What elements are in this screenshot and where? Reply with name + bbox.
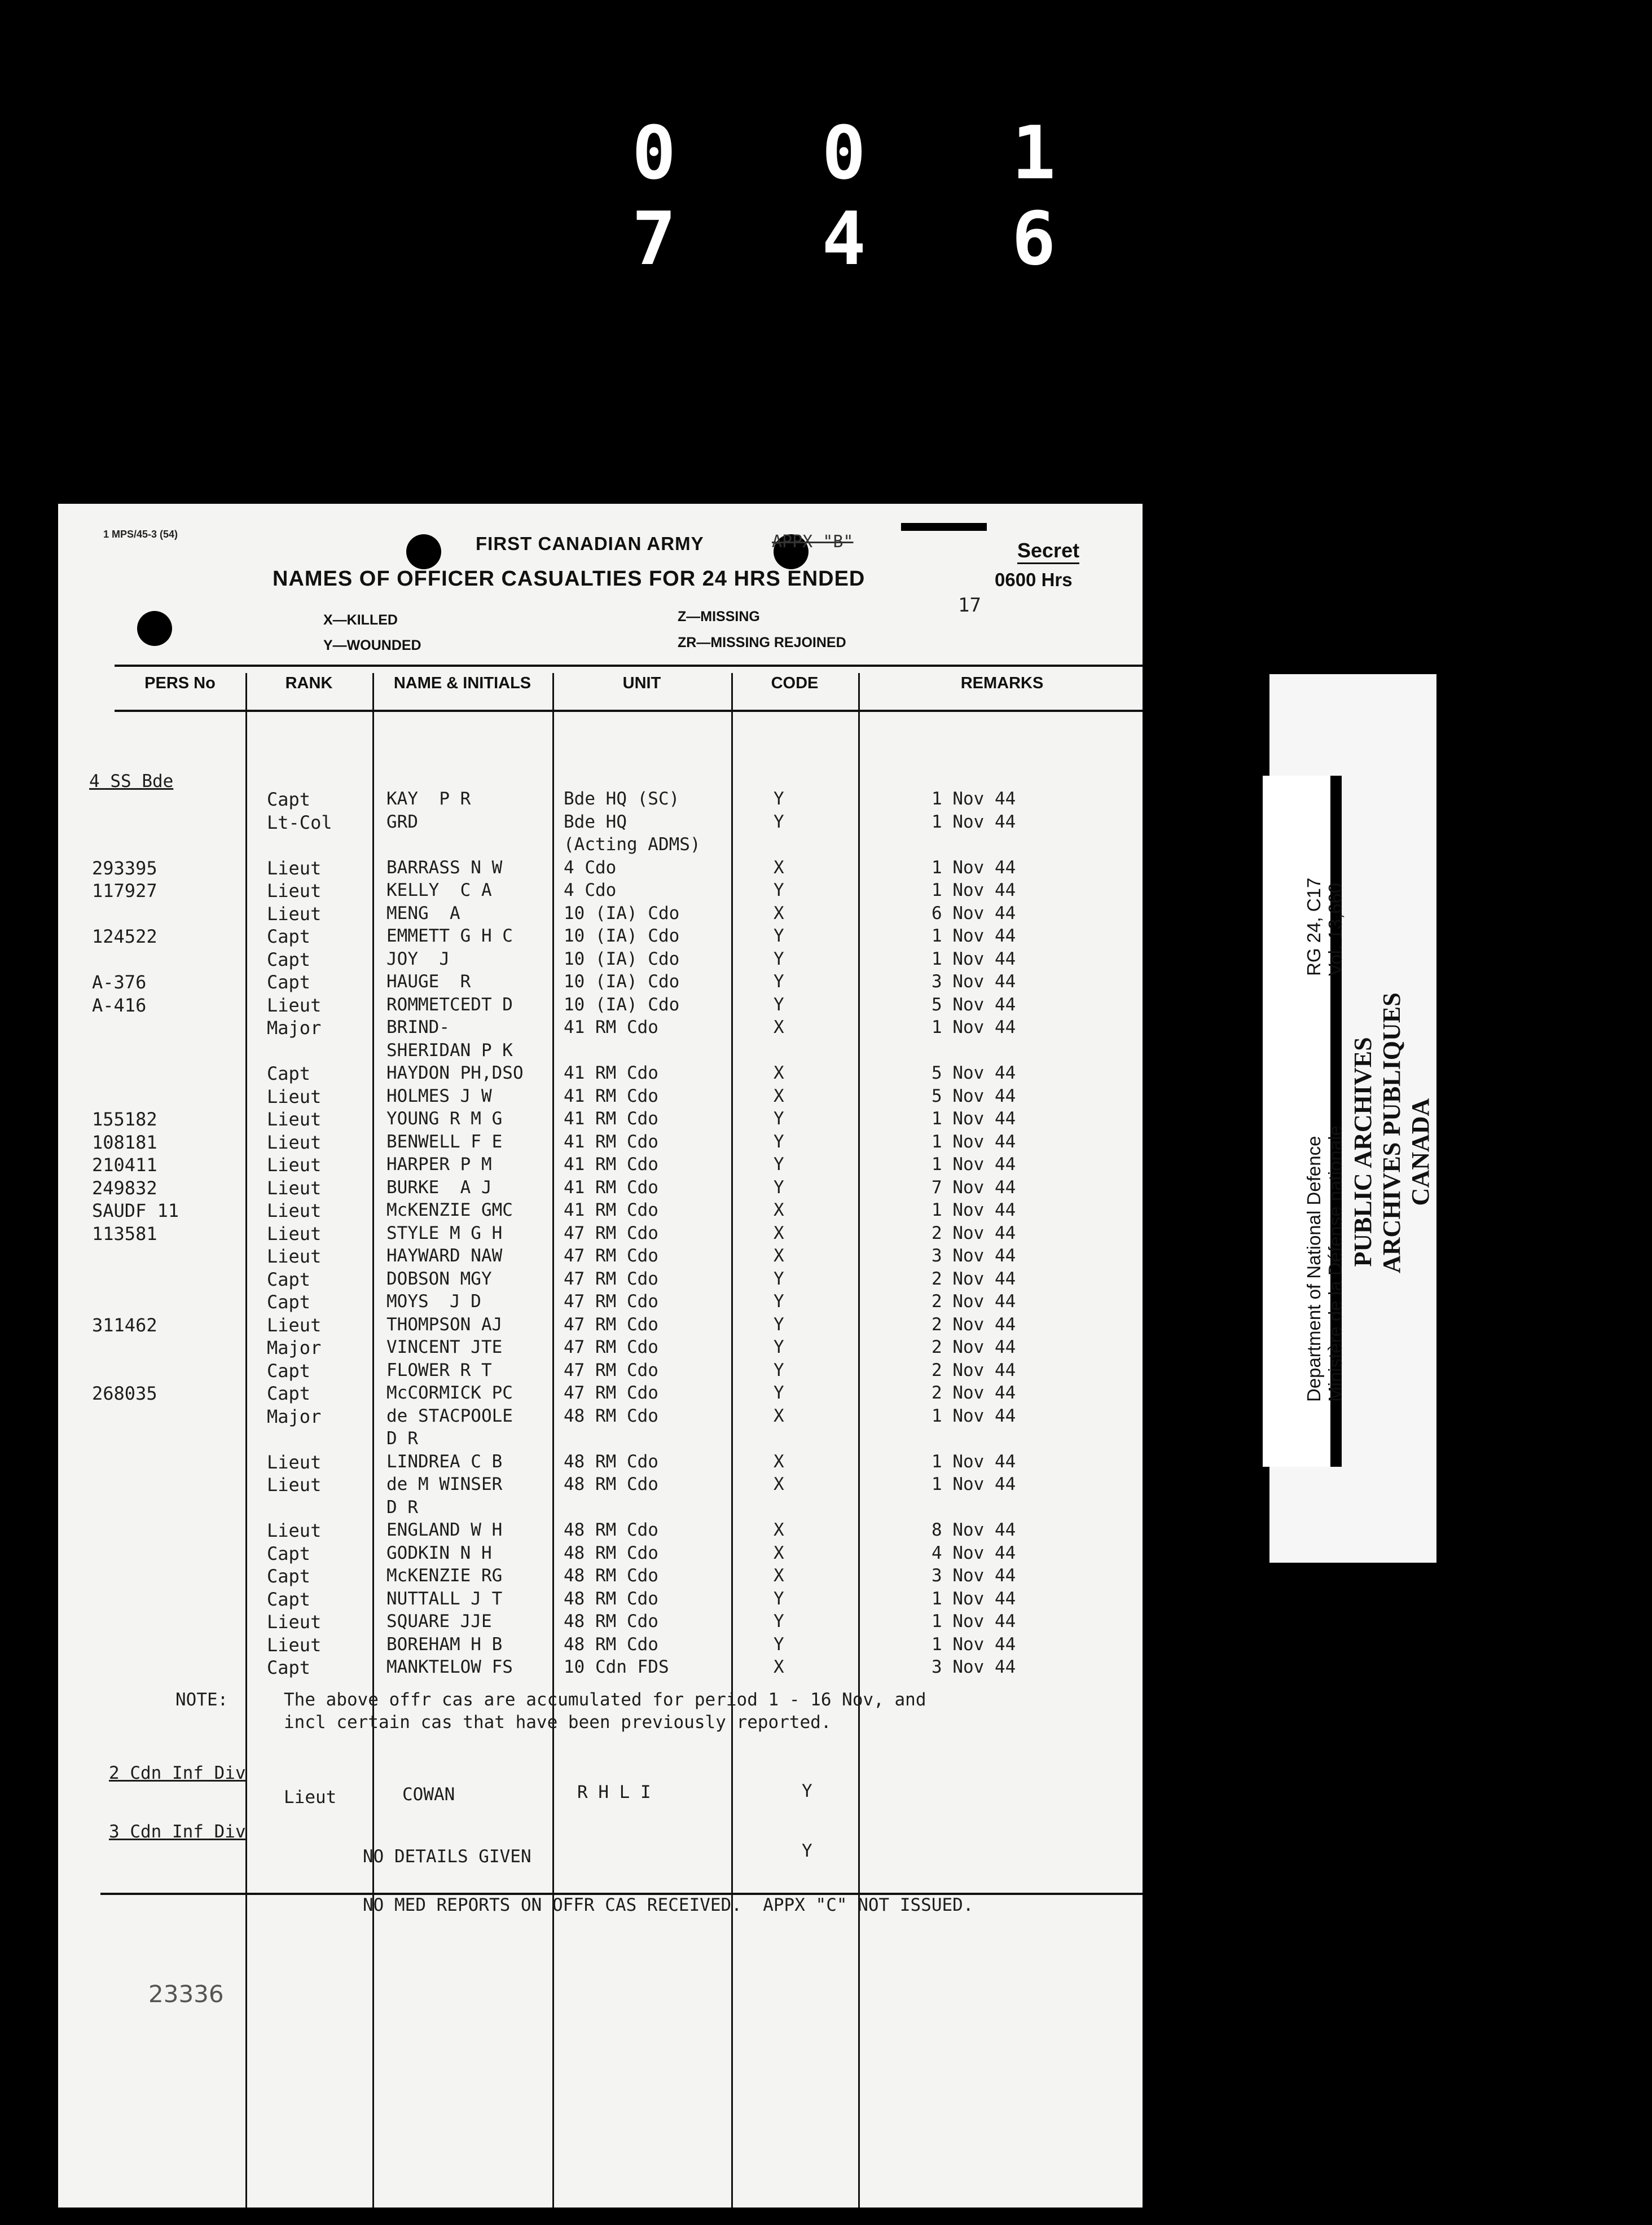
cell-pers-no: 249832 [92, 1177, 157, 1199]
cell-remarks: 5 Nov 44 [932, 1063, 1016, 1083]
cell-pers-no: 311462 [92, 1314, 157, 1336]
cell-code: X [774, 857, 784, 878]
cell-name-initials: VINCENT JTE [386, 1337, 503, 1357]
cell-name-initials: de M WINSER [386, 1474, 503, 1494]
cell-rank: Lieut [267, 1634, 322, 1656]
classification: Secret [1017, 539, 1079, 564]
footer-note: NO MED REPORTS ON OFFR CAS RECEIVED. APPX "C" NOT ISSUED. [363, 1895, 974, 1915]
frame-number-stamp: 0 0 1 7 4 6 [632, 110, 1107, 282]
cell-unit: 41 RM Cdo [564, 1063, 658, 1083]
cell-unit: 47 RM Cdo [564, 1314, 658, 1335]
cell-remarks: 2 Nov 44 [932, 1383, 1016, 1403]
cell-unit: 10 (IA) Cdo [564, 903, 680, 924]
cell-remarks: 2 Nov 44 [932, 1314, 1016, 1335]
cell-code: Y [774, 1154, 784, 1175]
cell-rank: Major [267, 1405, 322, 1427]
cell-name-initials: MOYS J D [386, 1291, 481, 1312]
cell-name-initials: D R [386, 1497, 418, 1518]
cell-rank: Lieut [267, 857, 322, 879]
punch-hole [406, 534, 441, 569]
cell-remarks: 1 Nov 44 [932, 1474, 1016, 1494]
archive-volume: Vol. 13,660 [1325, 882, 1346, 976]
cell-unit: 48 RM Cdo [564, 1634, 658, 1655]
punch-hole [137, 611, 172, 646]
archives-country: CANADA [1407, 1098, 1434, 1206]
cell-remarks: 1 Nov 44 [932, 880, 1016, 900]
cell-name-initials: MANKTELOW FS [386, 1657, 513, 1677]
casualty-report-sheet [58, 504, 1143, 2208]
cell-rank: Lieut [267, 903, 322, 925]
cell-remarks: 1 Nov 44 [932, 1405, 1016, 1426]
cell-name-initials: THOMPSON AJ [386, 1314, 503, 1335]
cell-code: Y [774, 1109, 784, 1129]
cell-name-initials: D R [386, 1428, 418, 1449]
cell-rank: Capt [267, 1291, 311, 1313]
cell-rank: Lieut [267, 1246, 322, 1267]
cell-name-initials: SHERIDAN P K [386, 1040, 513, 1061]
cell-unit: 47 RM Cdo [564, 1360, 658, 1380]
cell-name-initials: EMMETT G H C [386, 926, 513, 946]
cell-unit: 48 RM Cdo [564, 1566, 658, 1586]
cell-unit: 41 RM Cdo [564, 1085, 658, 1106]
column-divider [372, 673, 374, 2208]
cell-rank: Capt [267, 1063, 311, 1084]
cell-rank: Major [267, 1017, 322, 1039]
cell-unit: 47 RM Cdo [564, 1223, 658, 1243]
cell-unit: 48 RM Cdo [564, 1588, 658, 1609]
cell-code: Y [774, 971, 784, 992]
cell-rank: Capt [267, 789, 311, 810]
cell-code: X [774, 1085, 784, 1106]
cell-rank: Capt [267, 1542, 311, 1564]
cell-name-initials: BOREHAM H B [386, 1634, 503, 1655]
cell-name-initials: BRIND- [386, 1017, 450, 1037]
cell-pers-no: A-376 [92, 971, 147, 993]
cell-remarks: 1 Nov 44 [932, 1611, 1016, 1632]
cell-unit: 48 RM Cdo [564, 1451, 658, 1472]
cell-remarks: 1 Nov 44 [932, 948, 1016, 969]
cell-rank: Lieut [267, 1314, 322, 1336]
cell-rank: Lieut [267, 1085, 322, 1107]
cell-pers-no: 155182 [92, 1109, 157, 1130]
cell-unit: 47 RM Cdo [564, 1291, 658, 1312]
cell-remarks: 1 Nov 44 [932, 1017, 1016, 1037]
cell-code: X [774, 1017, 784, 1037]
cell-name-initials: ENGLAND W H [386, 1520, 503, 1540]
cell-unit: 41 RM Cdo [564, 1200, 658, 1220]
column-divider [245, 673, 247, 2208]
cell-code: X [774, 1063, 784, 1083]
cell-unit: 4 Cdo [564, 857, 617, 878]
cell-code: X [774, 1246, 784, 1266]
cell-rank: Lieut [267, 1474, 322, 1496]
col-rank: RANK [285, 674, 333, 692]
cell-code: X [774, 1223, 784, 1243]
cell-remarks: 2 Nov 44 [932, 1223, 1016, 1243]
army-heading: FIRST CANADIAN ARMY [476, 533, 704, 554]
cell-unit: 4 Cdo [564, 880, 617, 900]
cell-unit: 48 RM Cdo [564, 1405, 658, 1426]
cell-rank: Capt [267, 1657, 311, 1678]
cell-code: Y [774, 1314, 784, 1335]
cell-unit: Bde HQ (SC) [564, 789, 680, 809]
cell-rank: Capt [267, 971, 311, 993]
cell-rank: Lieut [267, 1109, 322, 1130]
cell-rank: Capt [267, 926, 311, 947]
dept-en: Department of National Defence [1303, 1136, 1324, 1402]
form-code: 1 MPS/45-3 (54) [103, 529, 178, 540]
cell-name-initials: KAY P R [386, 789, 471, 809]
section-heading-3-cdn-inf-div: 3 Cdn Inf Div [109, 1822, 246, 1842]
cell-unit: 47 RM Cdo [564, 1268, 658, 1289]
cell-code: Y [774, 1634, 784, 1655]
cell-unit: 47 RM Cdo [564, 1246, 658, 1266]
cell-unit: 41 RM Cdo [564, 1109, 658, 1129]
cell-name-initials: ROMMETCEDT D [386, 994, 513, 1015]
report-hours: 0600 Hrs [995, 569, 1073, 590]
header-top-rule [115, 665, 1143, 667]
note-line-2: incl certain cas that have been previously reported. [284, 1712, 832, 1732]
cell-remarks: 7 Nov 44 [932, 1177, 1016, 1198]
cell-code: X [774, 1200, 784, 1220]
cell-rank: Lieut [267, 994, 322, 1016]
cell-remarks: 1 Nov 44 [932, 1109, 1016, 1129]
cell-name-initials: HAYWARD NAW [386, 1246, 503, 1266]
cell-unit: 48 RM Cdo [564, 1542, 658, 1563]
cell-remarks: 3 Nov 44 [932, 1566, 1016, 1586]
cell-remarks: 5 Nov 44 [932, 994, 1016, 1015]
cell-rank: Lieut [267, 1611, 322, 1633]
cell-remarks: 1 Nov 44 [932, 1634, 1016, 1655]
cell-name-initials: BURKE A J [386, 1177, 492, 1198]
label-ref-block [1303, 412, 1346, 976]
cell-remarks: 1 Nov 44 [932, 926, 1016, 946]
report-day: 17 [958, 594, 981, 617]
cell-code: X [774, 903, 784, 924]
cell-remarks: 1 Nov 44 [932, 1200, 1016, 1220]
note-line-1: The above offr cas are accumulated for period 1 - 16 Nov, and [284, 1690, 926, 1710]
code-missing-rejoined: ZR—MISSING REJOINED [678, 635, 846, 650]
cell-remarks: 2 Nov 44 [932, 1360, 1016, 1380]
cell-remarks: 1 Nov 44 [932, 1131, 1016, 1152]
cell-name-initials: HOLMES J W [386, 1085, 492, 1106]
cell-name-initials: HAUGE R [386, 971, 471, 992]
section-heading-4ss-bde: 4 SS Bde [89, 771, 174, 791]
cell-rank: Capt [267, 1360, 311, 1382]
cell-unit: (Acting ADMS) [564, 834, 701, 855]
cell-code: X [774, 1405, 784, 1426]
cell-unit: Bde HQ [564, 811, 627, 832]
cell-rank: Lieut [267, 1154, 322, 1176]
cell-name-initials: SQUARE JJE [386, 1611, 492, 1632]
code-missing: Z—MISSING [678, 609, 760, 625]
cell-remarks: 3 Nov 44 [932, 971, 1016, 992]
cell-name-initials: KELLY C A [386, 880, 492, 900]
cell-unit: 10 Cdn FDS [564, 1657, 669, 1677]
cell-pers-no: 124522 [92, 926, 157, 947]
label-archives-block [1348, 992, 1435, 1273]
cell-rank: Lt-Col [267, 811, 332, 833]
cell-pers-no: 117927 [92, 880, 157, 902]
div2-code: Y [802, 1781, 812, 1801]
cell-code: Y [774, 1337, 784, 1357]
section-heading-2-cdn-inf-div: 2 Cdn Inf Div [109, 1763, 246, 1783]
cell-unit: 10 (IA) Cdo [564, 948, 680, 969]
cell-pers-no: SAUDF 11 [92, 1200, 179, 1221]
cell-remarks: 1 Nov 44 [932, 1154, 1016, 1175]
cell-remarks: 6 Nov 44 [932, 903, 1016, 924]
cell-rank: Lieut [267, 1223, 322, 1245]
cell-remarks: 5 Nov 44 [932, 1085, 1016, 1106]
cell-code: Y [774, 1177, 784, 1198]
dept-fr: Ministère de la Défense nationale [1325, 1125, 1346, 1402]
col-remarks: REMARKS [960, 674, 1044, 692]
cell-rank: Lieut [267, 1520, 322, 1541]
note-label: NOTE: [175, 1690, 229, 1710]
cell-rank: Major [267, 1337, 322, 1358]
cell-code: X [774, 1542, 784, 1563]
cell-unit: 48 RM Cdo [564, 1611, 658, 1632]
cell-remarks: 1 Nov 44 [932, 1451, 1016, 1472]
cell-rank: Capt [267, 1383, 311, 1404]
cell-remarks: 1 Nov 44 [932, 1588, 1016, 1609]
col-code: CODE [771, 674, 819, 692]
cell-code: Y [774, 1611, 784, 1632]
cell-code: Y [774, 811, 784, 832]
cell-rank: Lieut [267, 1200, 322, 1221]
div3-code: Y [802, 1841, 812, 1861]
cell-name-initials: BENWELL F E [386, 1131, 503, 1152]
cell-rank: Capt [267, 1588, 311, 1610]
cell-rank: Capt [267, 1566, 311, 1587]
col-unit: UNIT [622, 674, 661, 692]
cell-pers-no: 113581 [92, 1223, 157, 1245]
column-divider [552, 673, 554, 2208]
cell-rank: Capt [267, 1268, 311, 1290]
div2-rank: Lieut [284, 1787, 337, 1808]
cell-name-initials: FLOWER R T [386, 1360, 492, 1380]
cell-name-initials: DOBSON MGY [386, 1268, 492, 1289]
cell-code: Y [774, 1383, 784, 1403]
cell-rank: Lieut [267, 1451, 322, 1473]
cell-code: Y [774, 789, 784, 809]
cell-unit: 10 (IA) Cdo [564, 971, 680, 992]
div3-no-details: NO DETAILS GIVEN [363, 1846, 531, 1867]
cell-remarks: 3 Nov 44 [932, 1246, 1016, 1266]
cell-code: Y [774, 1360, 784, 1380]
cell-code: Y [774, 948, 784, 969]
cell-remarks: 1 Nov 44 [932, 811, 1016, 832]
cell-code: Y [774, 1268, 784, 1289]
cell-pers-no: 268035 [92, 1383, 157, 1404]
code-killed: X—KILLED [323, 612, 398, 628]
cell-code: Y [774, 1131, 784, 1152]
cell-code: X [774, 1657, 784, 1677]
cell-remarks: 2 Nov 44 [932, 1291, 1016, 1312]
cell-pers-no: 108181 [92, 1131, 157, 1153]
cell-name-initials: MENG A [386, 903, 460, 924]
appendix-stamp: APPX "B" [772, 532, 854, 552]
cell-unit: 41 RM Cdo [564, 1017, 658, 1037]
cell-name-initials: McKENZIE RG [386, 1566, 503, 1586]
cell-code: Y [774, 1588, 784, 1609]
redaction-bar [901, 523, 987, 531]
cell-name-initials: LINDREA C B [386, 1451, 503, 1472]
cell-name-initials: JOY J [386, 948, 450, 969]
cell-name-initials: HAYDON PH,DSO [386, 1063, 524, 1083]
cell-code: X [774, 1566, 784, 1586]
cell-code: Y [774, 880, 784, 900]
cell-remarks: 3 Nov 44 [932, 1657, 1016, 1677]
report-title: NAMES OF OFFICER CASUALTIES FOR 24 HRS ENDED [273, 567, 865, 591]
cell-code: Y [774, 926, 784, 946]
cell-unit: 41 RM Cdo [564, 1177, 658, 1198]
archive-ref: RG 24, C17 [1303, 877, 1324, 976]
header-bottom-rule [115, 710, 1143, 712]
cell-name-initials: STYLE M G H [386, 1223, 503, 1243]
column-divider [858, 673, 860, 2208]
cell-name-initials: HARPER P M [386, 1154, 492, 1175]
col-pers-no: PERS No [144, 674, 216, 692]
cell-remarks: 4 Nov 44 [932, 1542, 1016, 1563]
cell-unit: 48 RM Cdo [564, 1474, 658, 1494]
code-wounded: Y—WOUNDED [323, 637, 421, 653]
col-name: NAME & INITIALS [393, 674, 531, 692]
cell-rank: Capt [267, 948, 311, 970]
archives-en: PUBLIC ARCHIVES [1349, 1037, 1377, 1267]
cell-unit: 47 RM Cdo [564, 1383, 658, 1403]
handwritten-number: 23336 [148, 1980, 224, 2008]
cell-remarks: 8 Nov 44 [932, 1520, 1016, 1540]
div2-name: COWAN [402, 1784, 455, 1805]
cell-rank: Lieut [267, 1177, 322, 1199]
archives-fr: ARCHIVES PUBLIQUES [1378, 992, 1405, 1273]
cell-name-initials: McKENZIE GMC [386, 1200, 513, 1220]
cell-code: X [774, 1451, 784, 1472]
cell-unit: 10 (IA) Cdo [564, 994, 680, 1015]
cell-pers-no: A-416 [92, 994, 147, 1016]
cell-code: X [774, 1474, 784, 1494]
cell-remarks: 2 Nov 44 [932, 1268, 1016, 1289]
cell-name-initials: GODKIN N H [386, 1542, 492, 1563]
cell-code: X [774, 1520, 784, 1540]
cell-remarks: 1 Nov 44 [932, 789, 1016, 809]
cell-remarks: 1 Nov 44 [932, 857, 1016, 878]
column-divider [731, 673, 733, 2208]
cell-name-initials: NUTTALL J T [386, 1588, 503, 1609]
cell-name-initials: GRD [386, 811, 418, 832]
cell-unit: 48 RM Cdo [564, 1520, 658, 1540]
cell-name-initials: McCORMICK PC [386, 1383, 513, 1403]
cell-pers-no: 293395 [92, 857, 157, 879]
cell-name-initials: YOUNG R M G [386, 1109, 503, 1129]
cell-unit: 41 RM Cdo [564, 1154, 658, 1175]
cell-name-initials: de STACPOOLE [386, 1405, 513, 1426]
cell-rank: Lieut [267, 880, 322, 902]
archive-reference-label [1269, 674, 1436, 1563]
cell-unit: 41 RM Cdo [564, 1131, 658, 1152]
cell-pers-no: 210411 [92, 1154, 157, 1176]
cell-code: Y [774, 994, 784, 1015]
cell-unit: 47 RM Cdo [564, 1337, 658, 1357]
div2-unit: R H L I [577, 1782, 651, 1802]
cell-name-initials: BARRASS N W [386, 857, 503, 878]
cell-unit: 10 (IA) Cdo [564, 926, 680, 946]
cell-remarks: 2 Nov 44 [932, 1337, 1016, 1357]
cell-code: Y [774, 1291, 784, 1312]
cell-rank: Lieut [267, 1131, 322, 1153]
